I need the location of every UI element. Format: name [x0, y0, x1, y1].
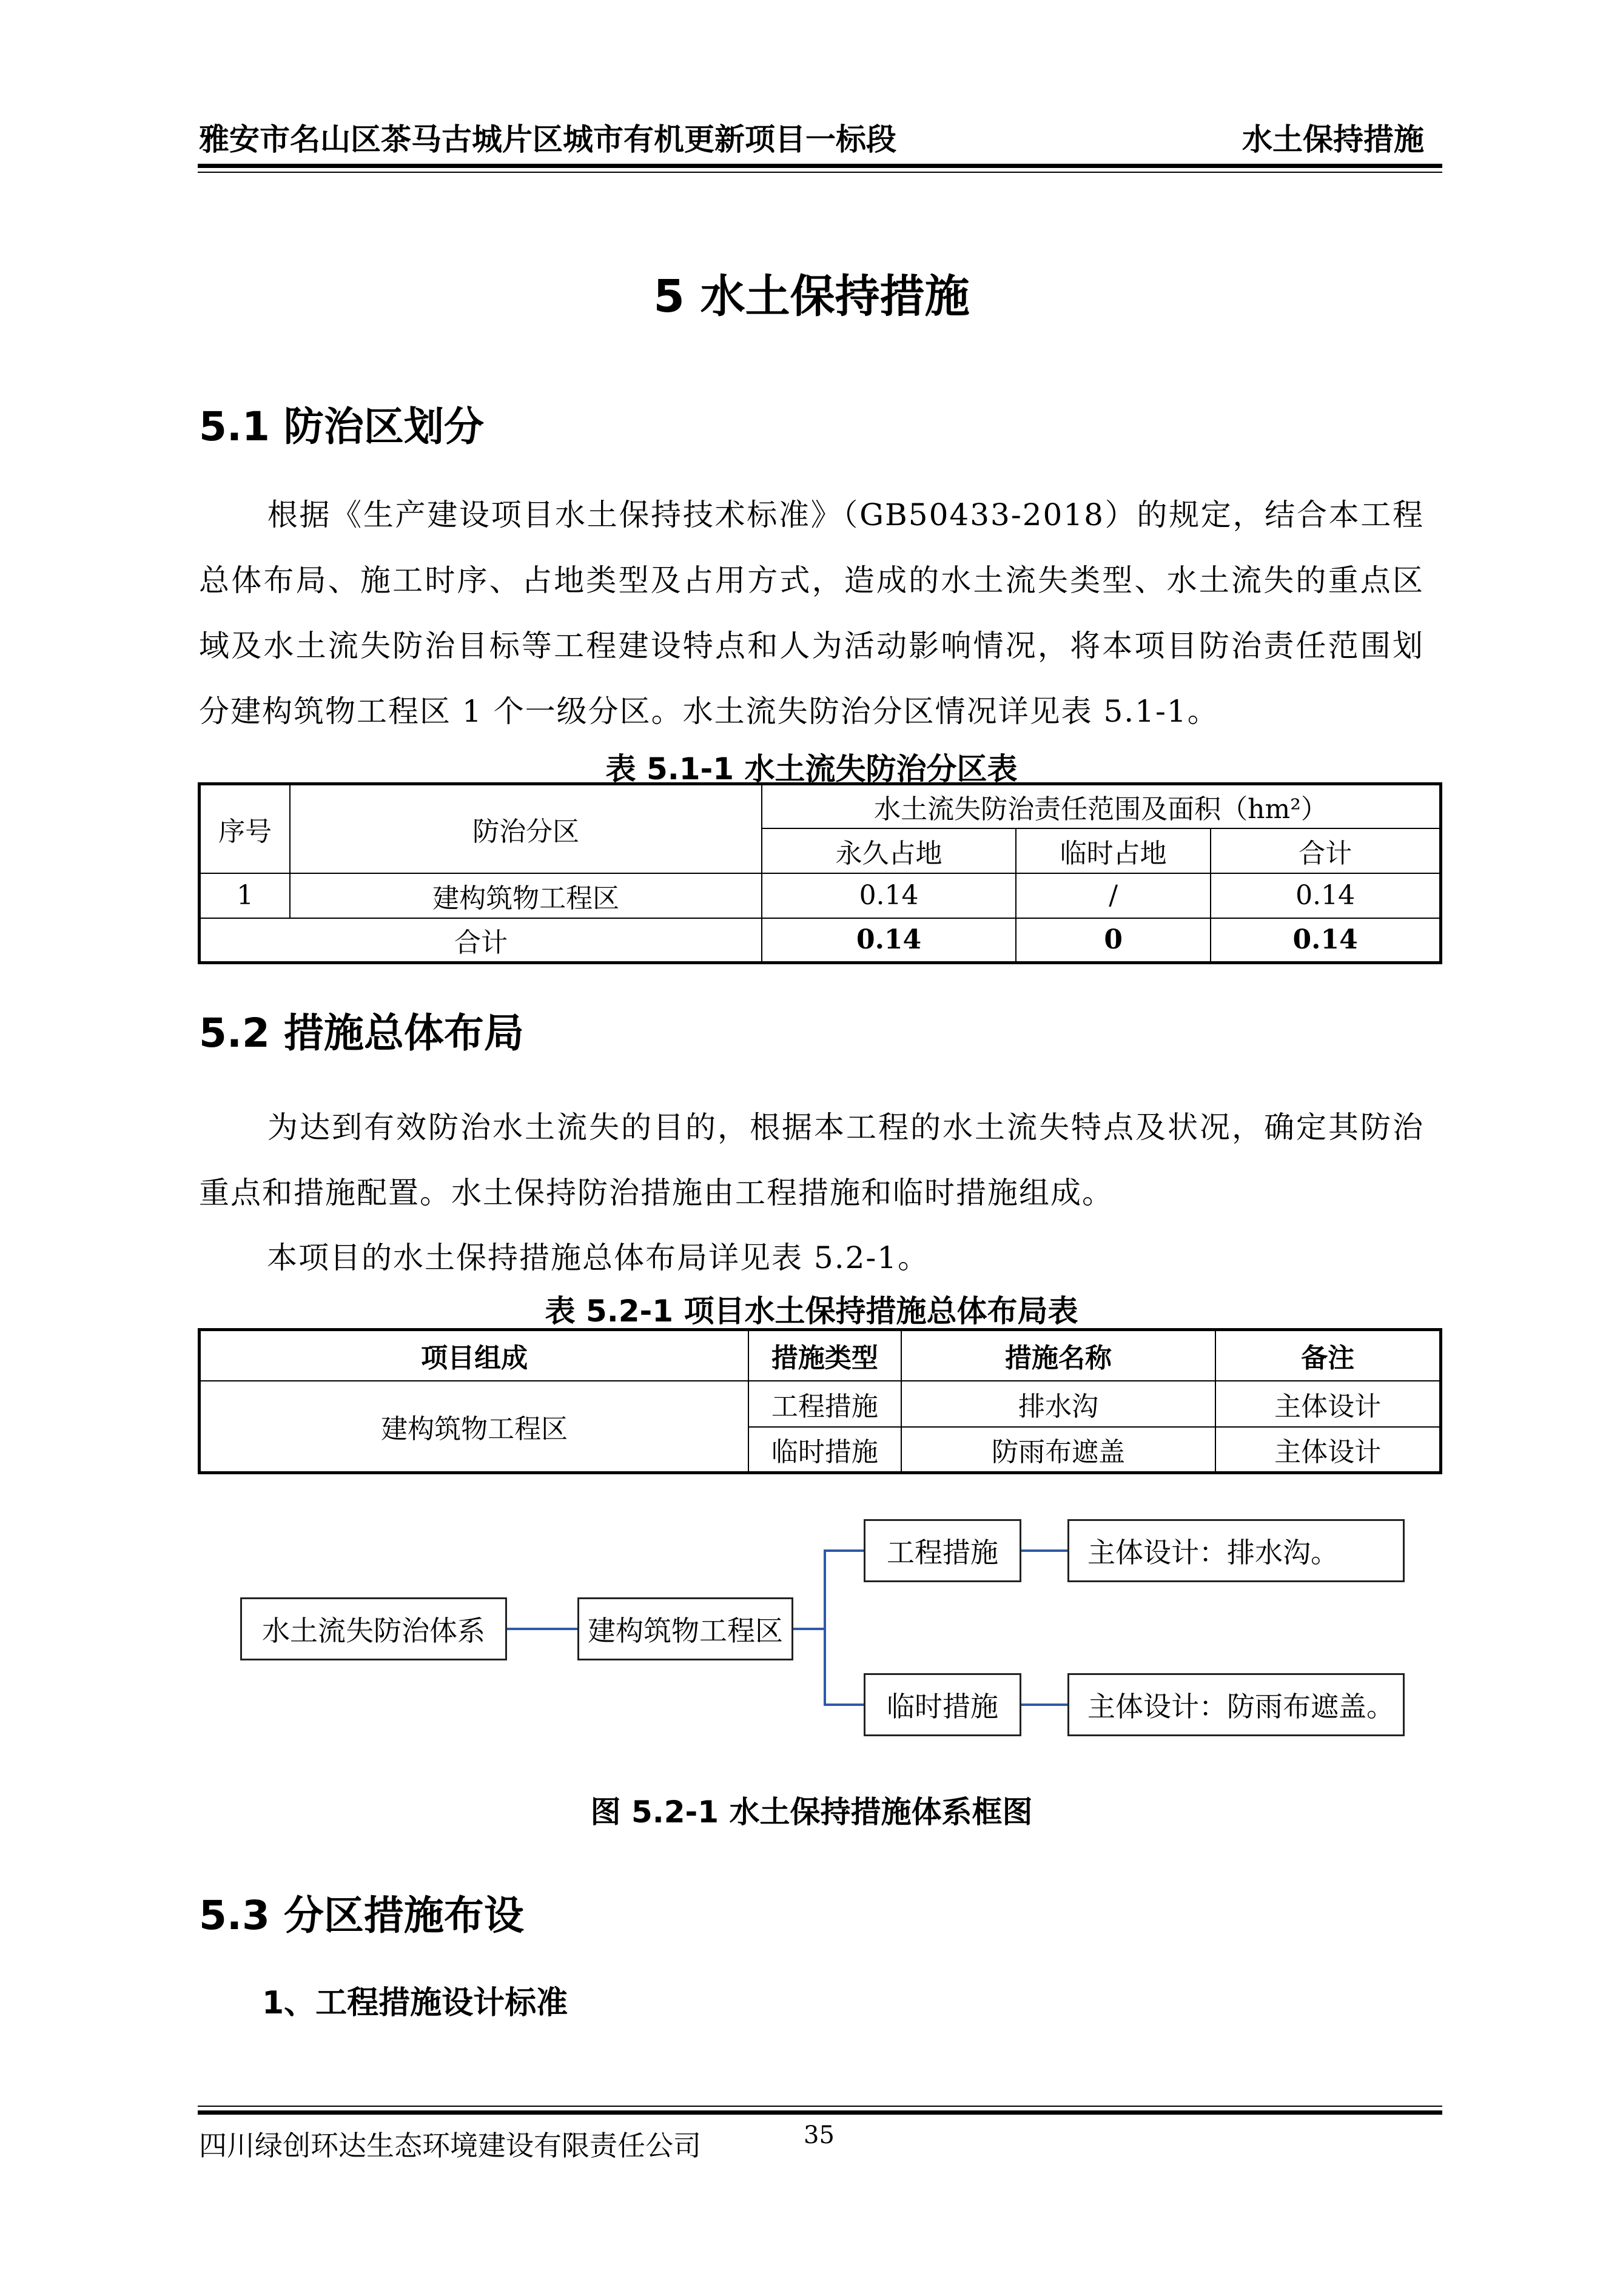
diagram-branch-engineering: 工程措施: [864, 1519, 1021, 1582]
table-header-project: 项目组成: [200, 1330, 749, 1381]
subheading-engineering-standard: 1、工程措施设计标准: [262, 1985, 568, 2021]
connector-branch-1: [824, 1549, 864, 1552]
table-header-zone: 防治分区: [290, 784, 762, 874]
connector-detail-2: [1021, 1704, 1067, 1706]
table-cell-temporary: /: [1016, 873, 1211, 918]
connector-root-zone: [507, 1628, 577, 1630]
section-5-1-paragraph-text: 根据《生产建设项目水土保持技术标准》（GB50433-2018）的规定，结合本工程总体布局、施工时序、占地类型及占用方式，造成的水土流失类型、水土流失的重点区域及水土流失防治目标等工程建设特点和人为活动影响情况，将本项目防治责任范围划分建构筑物工程区 1 个一级分区。水土流失防治分区情况详见表 5.1-1。: [199, 497, 1424, 729]
header-rule: [198, 164, 1442, 168]
table-header-seq: 序号: [200, 784, 291, 874]
table-cell-note: 主体设计: [1215, 1427, 1440, 1473]
section-5-2-paragraph-1-text: 为达到有效防治水土流失的目的，根据本工程的水土流失特点及状况，确定其防治重点和措施配置。水土保持防治措施由工程措施和临时措施组成。: [199, 1110, 1424, 1210]
section-title-5-1: 5.1 防治区划分: [199, 403, 484, 450]
table-cell-note: 主体设计: [1215, 1381, 1440, 1427]
page-header-title: 雅安市名山区茶马古城片区城市有机更新项目一标段: [199, 122, 896, 157]
section-title-5-3: 5.3 分区措施布设: [199, 1892, 524, 1939]
chapter-title: 5 水土保持措施: [653, 270, 970, 323]
diagram-root-box: 水土流失防治体系: [240, 1597, 507, 1660]
table-header-note: 备注: [1215, 1330, 1440, 1381]
diagram-zone-box: 建构筑物工程区: [577, 1597, 793, 1660]
table-cell-name: 排水沟: [901, 1381, 1216, 1427]
table-header-group: 水土流失防治责任范围及面积（hm²）: [762, 784, 1440, 829]
footer-company: 四川绿创环达生态环境建设有限责任公司: [199, 2129, 701, 2162]
page-number: 35: [804, 2121, 835, 2149]
diagram-branch-temporary: 临时措施: [864, 1673, 1021, 1736]
table-5-2-1-caption: 表 5.2-1 项目水土保持措施总体布局表: [545, 1294, 1078, 1329]
section-5-2-paragraph-2: [199, 1225, 1424, 1291]
table-cell-type: 临时措施: [748, 1427, 901, 1473]
table-cell-permanent: 0.14: [762, 873, 1016, 918]
connector-detail-1: [1021, 1549, 1067, 1552]
table-cell-total: 0.14: [1211, 873, 1440, 918]
footer-rule: [198, 2110, 1442, 2115]
table-header-temporary: 临时占地: [1016, 828, 1211, 873]
connector-zone-trunk: [793, 1628, 825, 1630]
table-cell-type: 工程措施: [748, 1381, 901, 1427]
table-sum-temporary: 0: [1016, 918, 1211, 963]
table-cell-seq: 1: [200, 873, 291, 918]
section-5-1-paragraph: [199, 482, 1424, 744]
table-cell-zone: 建构筑物工程区: [200, 1381, 749, 1473]
connector-vertical: [824, 1549, 826, 1706]
diagram-detail-temporary: 主体设计：防雨布遮盖。: [1067, 1673, 1405, 1736]
table-sum-permanent: 0.14: [762, 918, 1016, 963]
footer-rule-thin: [198, 2106, 1442, 2107]
table-sum-total: 0.14: [1211, 918, 1440, 963]
table-5-1-1-caption: 表 5.1-1 水土流失防治分区表: [605, 751, 1018, 787]
table-header-permanent: 永久占地: [762, 828, 1016, 873]
table-cell-name: 防雨布遮盖: [901, 1427, 1216, 1473]
page-header-section: 水土保持措施: [1242, 122, 1424, 157]
table-header-type: 措施类型: [748, 1330, 901, 1381]
table-header-name: 措施名称: [901, 1330, 1216, 1381]
section-5-2-paragraph-1: [199, 1095, 1424, 1226]
table-5-1-1: [198, 782, 1442, 964]
table-header-total: 合计: [1211, 828, 1440, 873]
connector-branch-2: [824, 1704, 864, 1706]
table-sum-label: 合计: [200, 918, 762, 963]
section-5-2-paragraph-2-text: 本项目的水土保持措施总体布局详见表 5.2-1。: [267, 1240, 930, 1275]
table-cell-zone: 建构筑物工程区: [290, 873, 762, 918]
section-title-5-2: 5.2 措施总体布局: [199, 1010, 524, 1056]
header-rule-thin: [198, 172, 1442, 173]
diagram-detail-engineering: 主体设计：排水沟。: [1067, 1519, 1405, 1582]
figure-5-2-1-caption: 图 5.2-1 水土保持措施体系框图: [590, 1794, 1033, 1830]
table-5-2-1: [198, 1328, 1442, 1474]
